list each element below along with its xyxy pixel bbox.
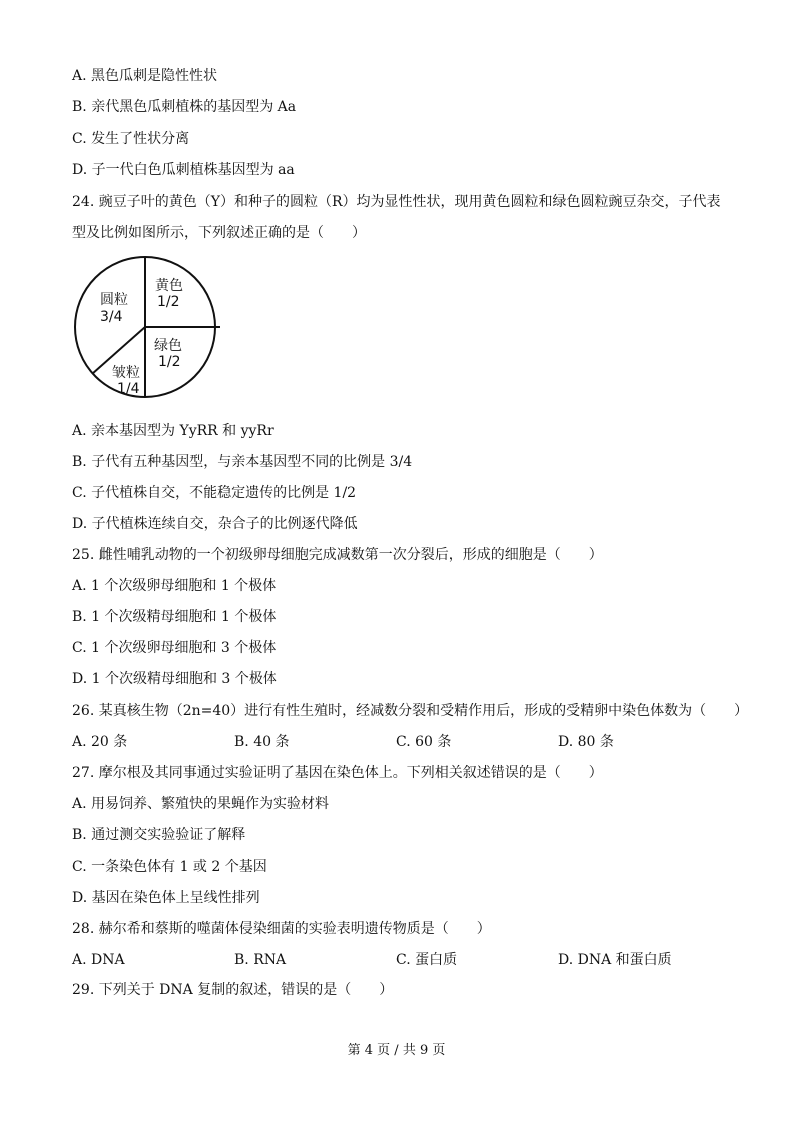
pie-yellow-label: 黄色 bbox=[155, 278, 183, 294]
page-number-footer: 第 4 页 / 共 9 页 bbox=[347, 1043, 446, 1058]
q23-option-a: A. 黑色瓜刺是隐性性状 bbox=[72, 68, 218, 84]
q27-option-c: C. 一条染色体有 1 或 2 个基因 bbox=[72, 859, 267, 875]
q27-option-a: A. 用易饲养、繁殖快的果蝇作为实验材料 bbox=[72, 796, 330, 812]
q28-option-c: C. 蛋白质 bbox=[396, 952, 458, 968]
q26-option-b: B. 40 条 bbox=[234, 734, 290, 750]
q24-option-a: A. 亲本基因型为 YyRR 和 yyRr bbox=[72, 423, 274, 439]
q24-option-b: B. 子代有五种基因型，与亲本基因型不同的比例是 3/4 bbox=[72, 454, 413, 470]
q24-stem-line1: 24. 豌豆子叶的黄色（Y）和种子的圆粒（R）均为显性性状，现用黄色圆粒和绿色圆粒豌豆杂交，子代表 bbox=[72, 194, 721, 210]
q27-option-d: D. 基因在染色体上呈线性排列 bbox=[72, 890, 260, 906]
q29-stem: 29. 下列关于 DNA 复制的叙述，错误的是（ ） bbox=[72, 982, 394, 998]
q27-option-b: B. 通过测交实验验证了解释 bbox=[72, 827, 246, 843]
q26-option-c: C. 60 条 bbox=[396, 734, 452, 750]
q28-option-d: D. DNA 和蛋白质 bbox=[558, 952, 672, 968]
pie-round-value: 3/4 bbox=[100, 309, 123, 325]
q25-stem: 25. 雌性哺乳动物的一个初级卵母细胞完成减数第一次分裂后，形成的细胞是（ ） bbox=[72, 547, 603, 563]
q23-option-c: C. 发生了性状分离 bbox=[72, 131, 190, 147]
q24-stem-line2: 型及比例如图所示，下列叙述正确的是（ ） bbox=[72, 225, 366, 241]
q28-option-a: A. DNA bbox=[72, 952, 125, 968]
q25-option-c: C. 1 个次级卵母细胞和 3 个极体 bbox=[72, 640, 277, 656]
q25-option-a: A. 1 个次级卵母细胞和 1 个极体 bbox=[72, 578, 277, 594]
q26-option-d: D. 80 条 bbox=[558, 734, 614, 750]
pie-wrinkled-value: 1/4 bbox=[117, 381, 140, 397]
pie-wrinkled-label: 皱粒 bbox=[112, 365, 140, 381]
q27-stem: 27. 摩尔根及其同事通过实验证明了基因在染色体上。下列相关叙述错误的是（ ） bbox=[72, 765, 603, 781]
pie-green-label: 绿色 bbox=[154, 338, 182, 354]
q26-option-a: A. 20 条 bbox=[72, 734, 128, 750]
q26-stem: 26. 某真核生物（2n=40）进行有性生殖时，经减数分裂和受精作用后，形成的受精卵中染色体数为（ ） bbox=[72, 703, 749, 719]
q24-pie-chart bbox=[70, 252, 230, 412]
pie-round-label: 圆粒 bbox=[100, 292, 128, 308]
q25-option-d: D. 1 个次级精母细胞和 3 个极体 bbox=[72, 671, 277, 687]
q25-option-b: B. 1 个次级精母细胞和 1 个极体 bbox=[72, 609, 277, 625]
q23-option-b: B. 亲代黑色瓜刺植株的基因型为 Aa bbox=[72, 99, 297, 115]
q24-option-c: C. 子代植株自交，不能稳定遗传的比例是 1/2 bbox=[72, 485, 357, 501]
q28-option-b: B. RNA bbox=[234, 952, 287, 968]
q23-option-d: D. 子一代白色瓜刺植株基因型为 aa bbox=[72, 162, 295, 178]
pie-green-value: 1/2 bbox=[158, 354, 181, 370]
q28-stem: 28. 赫尔希和蔡斯的噬菌体侵染细菌的实验表明遗传物质是（ ） bbox=[72, 921, 491, 937]
q24-option-d: D. 子代植株连续自交，杂合子的比例逐代降低 bbox=[72, 516, 358, 532]
pie-yellow-value: 1/2 bbox=[157, 294, 180, 310]
